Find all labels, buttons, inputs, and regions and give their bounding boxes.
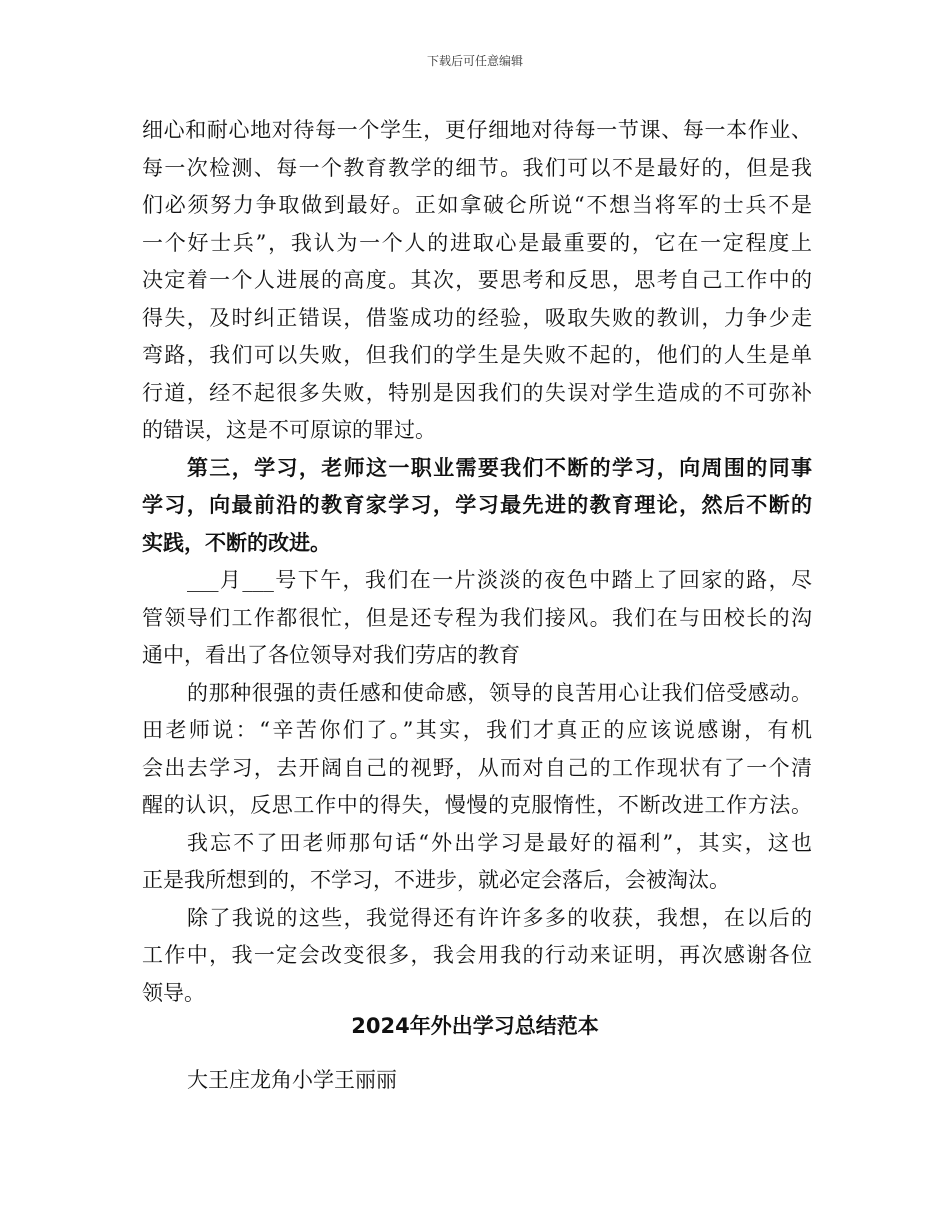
document-body (142, 112, 812, 1012)
page-header: 下载后可任意编辑 (426, 54, 523, 68)
text-line: 工作中，我一定会改变很多，我会用我的行动来证明，再次感谢各位 (142, 943, 812, 967)
text-line: 得失，及时纠正错误，借鉴成功的经验，吸取失败的教训，力争少走 (142, 305, 812, 330)
text-line: 正是我所想到的，不学习，不进步，就必定会落后，会被淘汰。 (142, 868, 730, 892)
text-line: 会出去学习，去开阔自己的视野，从而对自己的工作现状有了一个清 (142, 755, 812, 780)
text-line: 一个好士兵”，我认为一个人的进取心是最重要的，它在一定程度上 (142, 230, 812, 255)
author-line: 大王庄龙角小学王丽丽 (187, 1068, 397, 1092)
text-line: 行道，经不起很多失败，特别是因我们的失误对学生造成的不可弥补 (142, 380, 812, 405)
text-line: 细心和耐心地对待每一个学生，更仔细地对待每一节课、每一本作业、 (142, 118, 812, 142)
document-title: 2024年外出学习总结范本 (351, 1014, 599, 1038)
text-line: 实践，不断的改进。 (142, 530, 331, 555)
text-line: 我忘不了田老师那句话“外出学习是最好的福利”，其实，这也 (187, 830, 812, 855)
text-line: 醒的认识，反思工作中的得失，慢慢的克服惰性，不断改进工作方法。 (142, 793, 812, 817)
text-line: 管领导们工作都很忙，但是还专程为我们接风。我们在与田校长的沟 (142, 605, 812, 630)
text-line: 们必须努力争取做到最好。正如拿破仑所说“不想当将军的士兵不是 (142, 193, 812, 217)
text-line: 通中，看出了各位领导对我们劳店的教育 (142, 643, 520, 667)
text-line: 田老师说：“辛苦你们了。”其实，我们才真正的应该说感谢，有机 (142, 718, 812, 742)
text-line: ___月___号下午，我们在一片淡淡的夜色中踏上了回家的路，尽 (187, 568, 812, 592)
text-line: 弯路，我们可以失败，但我们的学生是失败不起的，他们的人生是单 (142, 343, 812, 367)
paragraph-5 (142, 825, 812, 900)
paragraph-3 (142, 562, 812, 675)
text-line: 领导。 (142, 980, 205, 1005)
text-line: 除了我说的这些，我觉得还有许许多多的收获，我想，在以后的 (187, 905, 812, 930)
text-line: 的错误，这是不可原谅的罪过。 (142, 418, 436, 442)
paragraph-2-bold (142, 450, 812, 563)
text-line: 的那种很强的责任感和使命感，领导的良苦用心让我们倍受感动。 (187, 680, 812, 705)
paragraph-4 (142, 675, 812, 825)
paragraph-1 (142, 112, 812, 450)
text-line: 决定着一个人进展的高度。其次，要思考和反思，思考自己工作中的 (142, 268, 812, 292)
text-line: 学习，向最前沿的教育家学习，学习最先进的教育理论，然后不断的 (142, 493, 812, 517)
text-line: 第三，学习，老师这一职业需要我们不断的学习，向周围的同事 (187, 455, 812, 480)
text-line: 每一次检测、每一个教育教学的细节。我们可以不是最好的，但是我 (142, 155, 812, 180)
paragraph-6 (142, 900, 812, 1013)
